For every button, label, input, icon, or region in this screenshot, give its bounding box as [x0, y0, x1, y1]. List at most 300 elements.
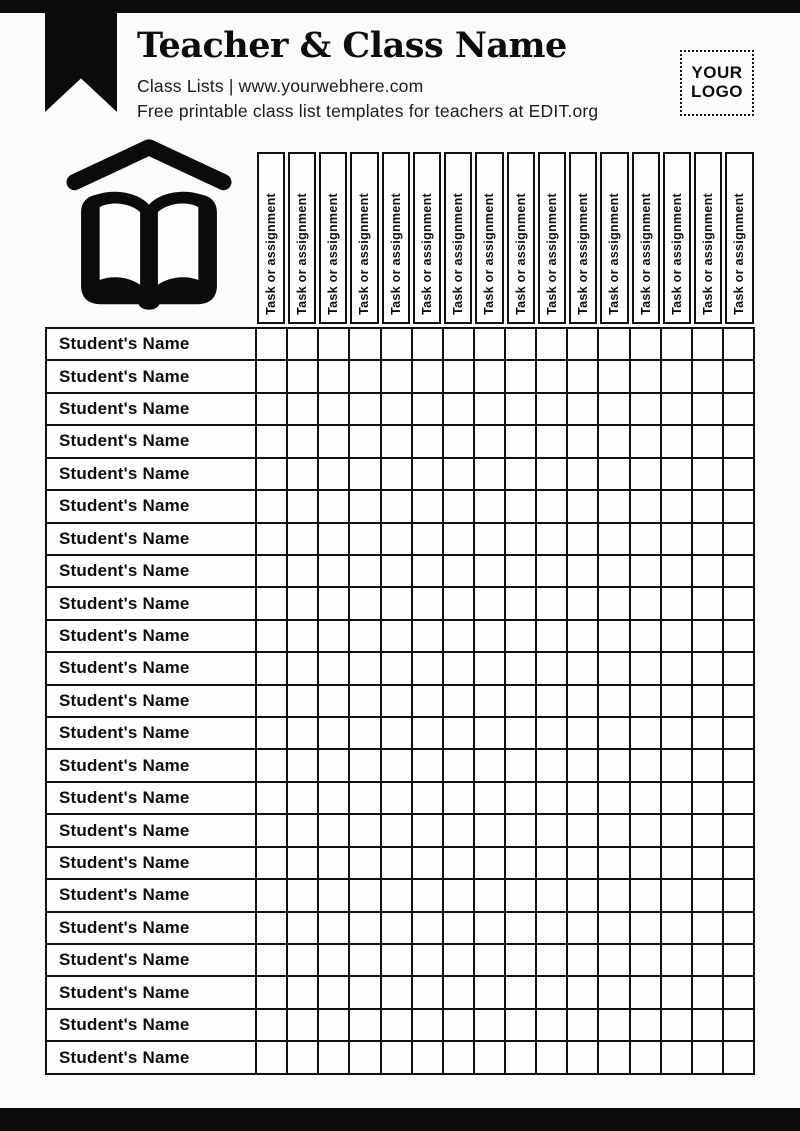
task-cell[interactable] [630, 847, 661, 879]
task-cell[interactable] [692, 425, 723, 457]
task-cell[interactable] [412, 685, 443, 717]
task-cell[interactable] [318, 587, 349, 619]
task-cell[interactable] [567, 523, 598, 555]
task-cell[interactable] [381, 360, 412, 392]
task-cell[interactable] [661, 425, 692, 457]
task-cell[interactable] [567, 879, 598, 911]
task-cell[interactable] [536, 328, 567, 360]
task-cell[interactable] [381, 782, 412, 814]
task-cell[interactable] [661, 976, 692, 1008]
task-cell[interactable] [505, 814, 536, 846]
task-cell[interactable] [287, 328, 318, 360]
task-cell[interactable] [661, 360, 692, 392]
task-cell[interactable] [692, 620, 723, 652]
student-name-cell[interactable]: Student's Name [46, 782, 256, 814]
task-cell[interactable] [381, 458, 412, 490]
student-name-cell[interactable]: Student's Name [46, 944, 256, 976]
task-cell[interactable] [381, 523, 412, 555]
task-cell[interactable] [256, 652, 287, 684]
task-cell[interactable] [505, 393, 536, 425]
student-name-cell[interactable]: Student's Name [46, 717, 256, 749]
task-cell[interactable] [256, 685, 287, 717]
task-cell[interactable] [505, 944, 536, 976]
task-cell[interactable] [598, 749, 629, 781]
task-cell[interactable] [661, 587, 692, 619]
task-cell[interactable] [256, 1041, 287, 1074]
task-cell[interactable] [567, 717, 598, 749]
task-cell[interactable] [692, 717, 723, 749]
task-cell[interactable] [723, 328, 754, 360]
task-cell[interactable] [443, 879, 474, 911]
task-cell[interactable] [661, 555, 692, 587]
task-cell[interactable] [536, 652, 567, 684]
student-name-cell[interactable]: Student's Name [46, 814, 256, 846]
task-cell[interactable] [256, 782, 287, 814]
task-cell[interactable] [567, 782, 598, 814]
task-cell[interactable] [505, 555, 536, 587]
task-cell[interactable] [381, 1041, 412, 1074]
task-cell[interactable] [349, 523, 380, 555]
task-cell[interactable] [661, 458, 692, 490]
task-cell[interactable] [318, 360, 349, 392]
task-cell[interactable] [536, 587, 567, 619]
task-cell[interactable] [567, 620, 598, 652]
task-cell[interactable] [256, 717, 287, 749]
task-cell[interactable] [349, 847, 380, 879]
task-cell[interactable] [287, 425, 318, 457]
task-cell[interactable] [349, 782, 380, 814]
task-cell[interactable] [349, 1009, 380, 1041]
task-cell[interactable] [287, 652, 318, 684]
task-cell[interactable] [630, 717, 661, 749]
task-cell[interactable] [381, 555, 412, 587]
task-cell[interactable] [412, 328, 443, 360]
task-cell[interactable] [723, 425, 754, 457]
task-cell[interactable] [661, 328, 692, 360]
task-cell[interactable] [723, 944, 754, 976]
task-cell[interactable] [474, 620, 505, 652]
task-cell[interactable] [505, 652, 536, 684]
task-cell[interactable] [536, 749, 567, 781]
task-cell[interactable] [723, 555, 754, 587]
task-cell[interactable] [256, 425, 287, 457]
task-column-header[interactable] [568, 152, 599, 324]
task-cell[interactable] [287, 523, 318, 555]
task-cell[interactable] [412, 912, 443, 944]
task-cell[interactable] [598, 1041, 629, 1074]
task-cell[interactable] [598, 944, 629, 976]
task-cell[interactable] [349, 360, 380, 392]
task-column-header[interactable] [630, 152, 661, 324]
task-column-header[interactable] [505, 152, 536, 324]
task-cell[interactable] [412, 749, 443, 781]
task-cell[interactable] [630, 652, 661, 684]
task-cell[interactable] [349, 749, 380, 781]
task-cell[interactable] [318, 749, 349, 781]
task-cell[interactable] [692, 555, 723, 587]
task-cell[interactable] [630, 685, 661, 717]
task-column-header[interactable] [724, 152, 755, 324]
task-cell[interactable] [536, 879, 567, 911]
task-cell[interactable] [287, 587, 318, 619]
task-cell[interactable] [474, 717, 505, 749]
task-column-header[interactable] [255, 152, 286, 324]
task-cell[interactable] [505, 360, 536, 392]
task-cell[interactable] [661, 879, 692, 911]
task-cell[interactable] [536, 814, 567, 846]
task-cell[interactable] [318, 912, 349, 944]
task-cell[interactable] [505, 425, 536, 457]
task-cell[interactable] [474, 393, 505, 425]
task-cell[interactable] [287, 685, 318, 717]
task-cell[interactable] [567, 847, 598, 879]
task-cell[interactable] [505, 912, 536, 944]
task-cell[interactable] [318, 782, 349, 814]
task-cell[interactable] [381, 425, 412, 457]
task-column-header[interactable] [411, 152, 442, 324]
task-cell[interactable] [505, 782, 536, 814]
task-cell[interactable] [505, 328, 536, 360]
task-cell[interactable] [318, 652, 349, 684]
task-cell[interactable] [692, 328, 723, 360]
task-cell[interactable] [443, 328, 474, 360]
task-cell[interactable] [723, 976, 754, 1008]
task-cell[interactable] [661, 847, 692, 879]
task-cell[interactable] [349, 652, 380, 684]
task-cell[interactable] [381, 912, 412, 944]
task-cell[interactable] [723, 523, 754, 555]
task-cell[interactable] [723, 393, 754, 425]
task-cell[interactable] [412, 652, 443, 684]
task-cell[interactable] [567, 652, 598, 684]
task-cell[interactable] [318, 555, 349, 587]
task-cell[interactable] [505, 976, 536, 1008]
task-cell[interactable] [692, 1009, 723, 1041]
task-cell[interactable] [349, 458, 380, 490]
task-cell[interactable] [598, 652, 629, 684]
task-cell[interactable] [536, 393, 567, 425]
task-cell[interactable] [536, 523, 567, 555]
student-name-cell[interactable]: Student's Name [46, 425, 256, 457]
task-cell[interactable] [598, 1009, 629, 1041]
task-cell[interactable] [349, 685, 380, 717]
task-cell[interactable] [630, 1009, 661, 1041]
task-cell[interactable] [318, 685, 349, 717]
task-cell[interactable] [630, 555, 661, 587]
task-cell[interactable] [723, 1009, 754, 1041]
task-cell[interactable] [567, 393, 598, 425]
task-cell[interactable] [443, 523, 474, 555]
task-cell[interactable] [567, 425, 598, 457]
task-cell[interactable] [474, 587, 505, 619]
task-cell[interactable] [692, 847, 723, 879]
task-cell[interactable] [412, 1041, 443, 1074]
task-cell[interactable] [474, 458, 505, 490]
task-cell[interactable] [598, 360, 629, 392]
task-cell[interactable] [349, 490, 380, 522]
student-name-cell[interactable]: Student's Name [46, 976, 256, 1008]
task-cell[interactable] [474, 685, 505, 717]
task-cell[interactable] [412, 555, 443, 587]
task-cell[interactable] [381, 685, 412, 717]
task-cell[interactable] [630, 587, 661, 619]
task-cell[interactable] [630, 1041, 661, 1074]
task-cell[interactable] [567, 555, 598, 587]
task-cell[interactable] [723, 814, 754, 846]
task-cell[interactable] [536, 1041, 567, 1074]
task-cell[interactable] [287, 458, 318, 490]
task-cell[interactable] [443, 749, 474, 781]
task-cell[interactable] [443, 717, 474, 749]
task-cell[interactable] [723, 879, 754, 911]
task-cell[interactable] [723, 587, 754, 619]
task-cell[interactable] [318, 620, 349, 652]
task-cell[interactable] [661, 749, 692, 781]
task-cell[interactable] [630, 944, 661, 976]
task-cell[interactable] [256, 912, 287, 944]
task-cell[interactable] [381, 717, 412, 749]
task-cell[interactable] [287, 620, 318, 652]
task-cell[interactable] [318, 328, 349, 360]
task-cell[interactable] [630, 620, 661, 652]
student-name-cell[interactable]: Student's Name [46, 393, 256, 425]
task-cell[interactable] [443, 847, 474, 879]
task-cell[interactable] [381, 652, 412, 684]
task-cell[interactable] [661, 523, 692, 555]
task-cell[interactable] [256, 587, 287, 619]
task-cell[interactable] [536, 555, 567, 587]
task-cell[interactable] [505, 1009, 536, 1041]
task-cell[interactable] [567, 749, 598, 781]
task-cell[interactable] [692, 393, 723, 425]
task-cell[interactable] [412, 944, 443, 976]
task-cell[interactable] [349, 717, 380, 749]
task-cell[interactable] [443, 1009, 474, 1041]
task-cell[interactable] [256, 847, 287, 879]
task-cell[interactable] [256, 879, 287, 911]
task-cell[interactable] [318, 425, 349, 457]
task-cell[interactable] [256, 1009, 287, 1041]
task-cell[interactable] [505, 717, 536, 749]
task-cell[interactable] [318, 523, 349, 555]
task-cell[interactable] [598, 912, 629, 944]
task-cell[interactable] [567, 976, 598, 1008]
task-cell[interactable] [443, 976, 474, 1008]
task-cell[interactable] [474, 782, 505, 814]
task-cell[interactable] [723, 490, 754, 522]
task-cell[interactable] [412, 782, 443, 814]
task-cell[interactable] [598, 393, 629, 425]
task-cell[interactable] [598, 458, 629, 490]
task-cell[interactable] [381, 879, 412, 911]
task-cell[interactable] [443, 1041, 474, 1074]
task-cell[interactable] [381, 620, 412, 652]
task-cell[interactable] [287, 879, 318, 911]
task-column-header[interactable] [443, 152, 474, 324]
task-cell[interactable] [349, 425, 380, 457]
task-cell[interactable] [536, 458, 567, 490]
student-name-cell[interactable]: Student's Name [46, 749, 256, 781]
task-cell[interactable] [412, 458, 443, 490]
task-cell[interactable] [412, 717, 443, 749]
task-cell[interactable] [567, 360, 598, 392]
task-column-header[interactable] [693, 152, 724, 324]
task-cell[interactable] [723, 717, 754, 749]
task-cell[interactable] [318, 1009, 349, 1041]
task-cell[interactable] [287, 749, 318, 781]
task-cell[interactable] [567, 328, 598, 360]
task-cell[interactable] [443, 555, 474, 587]
task-cell[interactable] [692, 652, 723, 684]
task-cell[interactable] [505, 1041, 536, 1074]
task-cell[interactable] [349, 587, 380, 619]
task-cell[interactable] [505, 523, 536, 555]
task-cell[interactable] [443, 685, 474, 717]
task-cell[interactable] [287, 717, 318, 749]
task-cell[interactable] [381, 944, 412, 976]
task-cell[interactable] [723, 847, 754, 879]
task-cell[interactable] [630, 879, 661, 911]
task-cell[interactable] [536, 360, 567, 392]
task-cell[interactable] [536, 912, 567, 944]
task-cell[interactable] [598, 717, 629, 749]
task-cell[interactable] [412, 620, 443, 652]
task-column-header[interactable] [349, 152, 380, 324]
task-cell[interactable] [598, 555, 629, 587]
task-cell[interactable] [567, 1009, 598, 1041]
task-cell[interactable] [598, 523, 629, 555]
task-cell[interactable] [567, 685, 598, 717]
task-cell[interactable] [474, 912, 505, 944]
task-cell[interactable] [474, 490, 505, 522]
task-cell[interactable] [505, 587, 536, 619]
task-cell[interactable] [598, 879, 629, 911]
task-cell[interactable] [318, 944, 349, 976]
task-cell[interactable] [256, 944, 287, 976]
task-cell[interactable] [630, 782, 661, 814]
task-cell[interactable] [256, 328, 287, 360]
task-cell[interactable] [474, 328, 505, 360]
task-cell[interactable] [661, 685, 692, 717]
task-cell[interactable] [567, 458, 598, 490]
task-cell[interactable] [723, 749, 754, 781]
task-cell[interactable] [505, 879, 536, 911]
task-cell[interactable] [536, 976, 567, 1008]
task-cell[interactable] [318, 879, 349, 911]
task-cell[interactable] [381, 587, 412, 619]
student-name-cell[interactable]: Student's Name [46, 587, 256, 619]
task-cell[interactable] [412, 523, 443, 555]
task-cell[interactable] [723, 652, 754, 684]
student-name-cell[interactable]: Student's Name [46, 490, 256, 522]
task-cell[interactable] [536, 620, 567, 652]
task-cell[interactable] [443, 458, 474, 490]
task-cell[interactable] [723, 782, 754, 814]
task-cell[interactable] [349, 620, 380, 652]
task-cell[interactable] [661, 393, 692, 425]
task-cell[interactable] [474, 360, 505, 392]
task-cell[interactable] [536, 782, 567, 814]
task-column-header[interactable] [286, 152, 317, 324]
task-cell[interactable] [287, 1009, 318, 1041]
task-cell[interactable] [661, 814, 692, 846]
task-column-header[interactable] [380, 152, 411, 324]
task-cell[interactable] [630, 976, 661, 1008]
task-cell[interactable] [692, 685, 723, 717]
task-cell[interactable] [661, 1041, 692, 1074]
task-cell[interactable] [692, 814, 723, 846]
task-cell[interactable] [598, 620, 629, 652]
task-cell[interactable] [598, 976, 629, 1008]
task-cell[interactable] [381, 847, 412, 879]
task-cell[interactable] [505, 458, 536, 490]
task-cell[interactable] [443, 782, 474, 814]
task-cell[interactable] [256, 458, 287, 490]
student-name-cell[interactable]: Student's Name [46, 328, 256, 360]
task-cell[interactable] [287, 782, 318, 814]
task-cell[interactable] [474, 879, 505, 911]
task-cell[interactable] [318, 847, 349, 879]
task-cell[interactable] [692, 523, 723, 555]
task-cell[interactable] [318, 717, 349, 749]
task-cell[interactable] [287, 976, 318, 1008]
task-cell[interactable] [505, 847, 536, 879]
task-cell[interactable] [287, 490, 318, 522]
task-cell[interactable] [692, 879, 723, 911]
student-name-cell[interactable]: Student's Name [46, 555, 256, 587]
task-cell[interactable] [723, 912, 754, 944]
task-cell[interactable] [287, 1041, 318, 1074]
task-cell[interactable] [349, 555, 380, 587]
task-cell[interactable] [256, 393, 287, 425]
task-cell[interactable] [692, 944, 723, 976]
task-cell[interactable] [692, 782, 723, 814]
task-cell[interactable] [349, 912, 380, 944]
task-cell[interactable] [598, 847, 629, 879]
student-name-cell[interactable]: Student's Name [46, 847, 256, 879]
student-name-cell[interactable]: Student's Name [46, 912, 256, 944]
task-cell[interactable] [474, 1009, 505, 1041]
task-cell[interactable] [287, 393, 318, 425]
task-cell[interactable] [598, 328, 629, 360]
task-cell[interactable] [536, 717, 567, 749]
task-cell[interactable] [567, 587, 598, 619]
task-cell[interactable] [412, 879, 443, 911]
task-cell[interactable] [598, 587, 629, 619]
task-cell[interactable] [443, 490, 474, 522]
task-cell[interactable] [567, 814, 598, 846]
task-cell[interactable] [412, 360, 443, 392]
task-cell[interactable] [661, 944, 692, 976]
task-cell[interactable] [505, 749, 536, 781]
task-cell[interactable] [567, 490, 598, 522]
task-cell[interactable] [443, 360, 474, 392]
student-name-cell[interactable]: Student's Name [46, 685, 256, 717]
task-cell[interactable] [474, 976, 505, 1008]
task-cell[interactable] [630, 749, 661, 781]
task-cell[interactable] [567, 912, 598, 944]
task-cell[interactable] [692, 1041, 723, 1074]
task-cell[interactable] [723, 685, 754, 717]
task-cell[interactable] [505, 685, 536, 717]
task-cell[interactable] [349, 328, 380, 360]
task-cell[interactable] [443, 620, 474, 652]
task-column-header[interactable] [318, 152, 349, 324]
task-cell[interactable] [381, 490, 412, 522]
task-cell[interactable] [256, 620, 287, 652]
task-cell[interactable] [692, 587, 723, 619]
task-cell[interactable] [567, 944, 598, 976]
